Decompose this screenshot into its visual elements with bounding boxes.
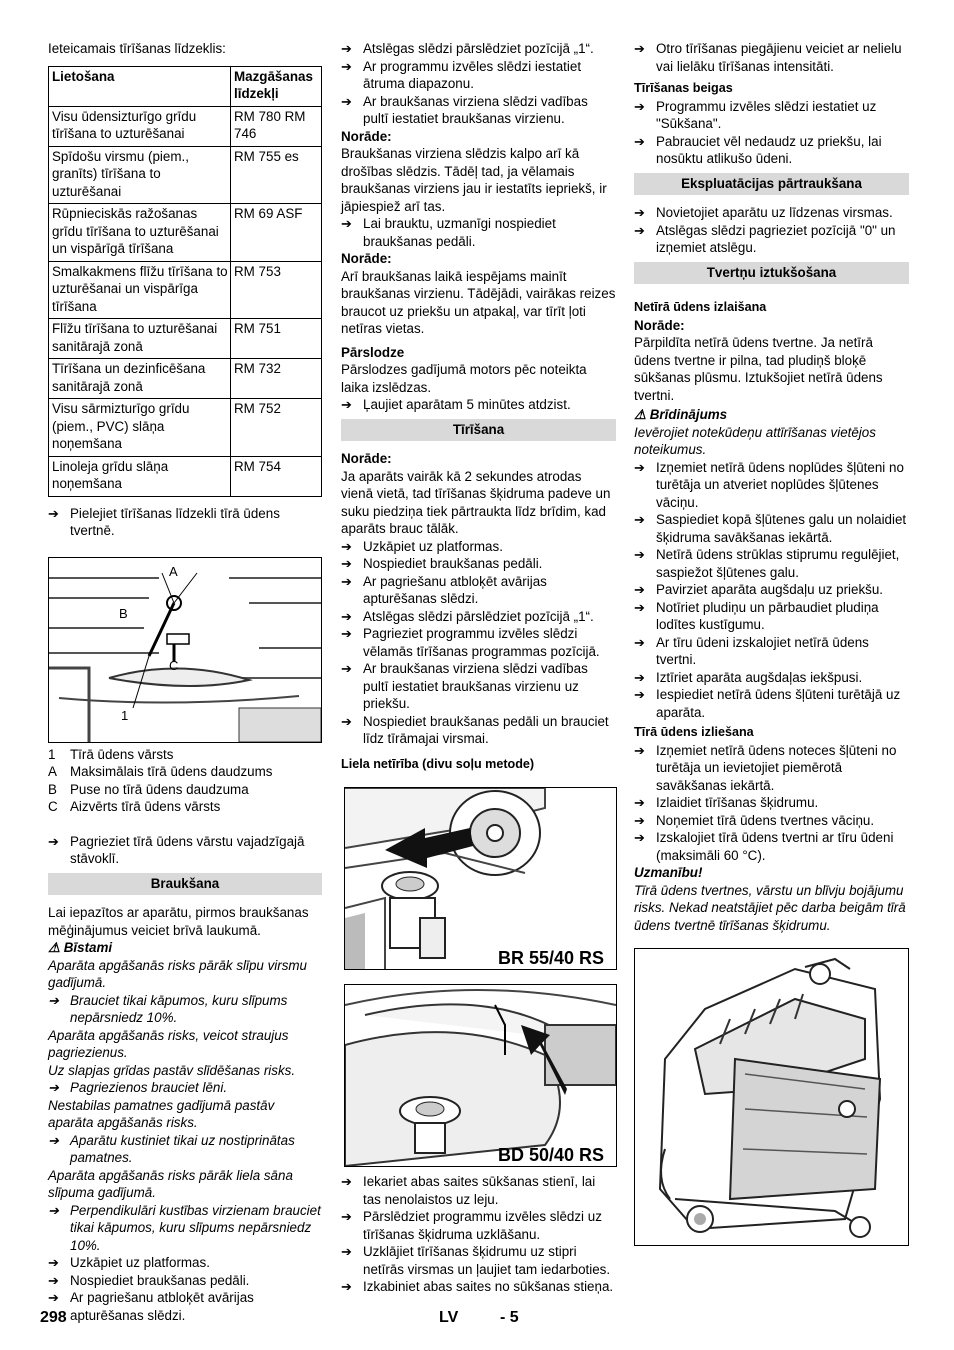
note-label-3: Norāde: [341,451,392,466]
table-cell-detergent: RM 732 [231,359,322,399]
overload-text: Pārslodzes gadījumā motors pēc noteikta laika izslēdzas. [341,362,587,395]
legend-item [48,781,322,799]
detergent-intro: Ieteicamais tīrīšanas līdzeklis: [48,41,226,56]
table-row [49,399,322,457]
figure-label-br: BR 55/40 RS [498,948,605,968]
step-fill-detergent: ➔ Pielejiet tīrīšanas līdzekli tīrā ūdens tvertnē. [48,505,322,540]
figure-bd-50-40-rs [344,984,617,1167]
list-item: ➔ Ar programmu izvēles slēdzi iestatiet ātruma diapazonu. [341,58,616,93]
table-row [49,204,322,262]
figure-label-bd: BD 50/40 RS [498,1145,605,1165]
page-number: 298 [40,1309,67,1326]
step-turn-valve: ➔ Pagrieziet tīrā ūdens vārstu vajadzīgajā stāvoklī. [48,833,322,868]
danger-step: ➔ Perpendikulāri kustības virzienam brauciet tikai kāpumos, kuru slīpums nepārsniedz 10%. [48,1202,322,1255]
section-heading-cleaning: Tīrīšana [341,419,616,442]
list-item: ➔ Pabrauciet vēl nedaudz uz priekšu, lai nosūktu atlikušo ūdeni. [634,133,909,168]
note-text-3: Ja aparāts vairāk kā 2 sekundes atrodas vienā vietā, tad tīrīšanas šķidruma padeve un suku piedziņa tiek pārtraukta līdz brīdim, kad aparāts brauc tālāk. [341,468,611,536]
table-row [49,106,322,146]
table-header-detergent: Mazgāšanas līdzekļi [231,66,322,106]
cleaning-steps [341,538,616,748]
list-item: ➔ Uzkāpiet uz platformas. [341,538,616,556]
list-item: ➔ Iekariet abas saites sūkšanas stienī, lai tas nenolaistos uz leju. [341,1173,616,1208]
machine-tilted-illustration [635,949,908,1245]
shutdown-steps [634,204,909,257]
clean-water-title: Tīrā ūdens izliešana [634,725,754,739]
list-item: ➔ Iztīriet aparāta augšdaļas iekšpusi. [634,669,909,687]
danger-text: Nestabilas pamatnes gadījumā pastāv aparāta apgāšanās risks. [48,1097,275,1130]
end-cleaning-title: Tīrīšanas beigas [634,81,733,95]
end-cleaning-steps [634,98,909,168]
legend-item [48,798,322,816]
legend-text: Tīrā ūdens vārsts [70,746,174,762]
list-item: ➔ Izlaidiet tīrīšanas šķidrumu. [634,794,909,812]
list-item: ➔ Nospiediet braukšanas pedāli. [48,1272,322,1290]
legend-key: 1 [48,746,56,762]
table-cell-detergent: RM 755 es [231,146,322,204]
danger-step: ➔ Brauciet tikai kāpumos, kuru slīpums nepārsniedz 10%. [48,992,322,1027]
danger-text: Aparāta apgāšanās risks, veicot straujus pagriezienus. [48,1027,289,1060]
list-item: ➔ Noņemiet tīrā ūdens tvertnes vāciņu. [634,812,909,830]
table-cell-detergent: RM 69 ASF [231,204,322,262]
list-item: ➔ Novietojiet aparātu uz līdzenas virsmas. [634,204,909,222]
section-heading-driving: Braukšana [48,873,322,896]
table-cell-detergent: RM 751 [231,319,322,359]
list-item: ➔ Atslēgas slēdzi pārslēdziet pozīcijā „1“. [341,40,616,58]
danger-text: Aparāta apgāšanās risks pārāk liela sāna slīpuma gadījumā. [48,1167,293,1200]
driving-steps-cont [341,40,616,128]
danger-block [48,957,322,1255]
list-item: ➔ Izņemiet netīrā ūdens noplūdes šļūteni no turētāja un atveriet noplūdes šļūtenes vāciņu. [634,459,909,512]
valve-figure [48,557,322,743]
table-row [49,261,322,319]
warning-label [634,406,909,424]
list-item: ➔ Pagrieziet programmu izvēles slēdzi vēlamās tīrīšanas programmas pozīcijā. [341,625,616,660]
danger-label [48,939,322,957]
section-heading-shutdown: Ekspluatācijas pārtraukšana [634,173,909,196]
list-item: ➔ Atslēgas slēdzi pagrieziet pozīcijā "0" un izņemiet atslēgu. [634,222,909,257]
list-item: ➔ Uzklājiet tīrīšanas šķidrumu uz stipri netīrās virsmas un ļaujiet tam iedarboties. [341,1243,616,1278]
legend-text: Puse no tīrā ūdens daudzuma [70,781,249,797]
list-item: ➔ Atslēgas slēdzi pārslēdziet pozīcijā „1“. [341,608,616,626]
legend-item [48,763,322,781]
overload-title: Pārslodze [341,344,405,360]
dirty-water-title: Netīrā ūdens izlaišana [634,300,767,314]
list-item: ➔ Pārslēdziet programmu izvēles slēdzi uz tīrīšanas šķidruma uzklāšanu. [341,1208,616,1243]
list-item: ➔ Uzkāpiet uz platformas. [48,1254,322,1272]
list-item: ➔ Iespiediet netīrā ūdens šļūteni turētājā uz aparāta. [634,686,909,721]
warning-title: Brīdinājums [649,407,728,422]
table-cell-usage: Visu sārmizturīgo grīdu (piem., PVC) slāņa noņemšana [49,399,231,457]
figure-legend [48,746,322,816]
note-label-2: Norāde: [341,251,392,266]
bd-50-40-illustration [345,985,616,1166]
column-1 [48,40,322,1324]
heavy-dirt-title: Liela netīrība (divu soļu metode) [341,756,535,771]
table-row [49,146,322,204]
label-c: C [169,657,179,673]
legend-text: Aizvērts tīrā ūdens vārsts [70,799,221,814]
figure-br-55-40-rs [344,787,617,970]
danger-step: ➔ Aparātu kustiniet tikai uz nostiprinātas pamatnes. [48,1132,322,1167]
column-3 [634,40,909,1246]
list-item: ➔ Nospiediet braukšanas pedāli un brauciet līdz tīrāmajai virsmai. [341,713,616,748]
table-cell-usage: Spīdošu virsmu (piem., granīts) tīrīšana to uzturēšanai [49,146,231,204]
table-cell-usage: Flīžu tīrīšana to uzturēšanai sanitārajā zonā [49,319,231,359]
list-item: ➔ Ar braukšanas virziena slēdzi vadības pultī iestatiet braukšanas virzienu. [341,93,616,128]
machine-figure [634,948,909,1246]
list-item: ➔ Ar pagriešanu atbloķēt avārijas apturēšanas slēdzi. [48,1289,322,1324]
valve-illustration [49,558,321,742]
label-b: B [119,605,128,621]
page-subnumber: - 5 [500,1309,519,1326]
list-item: ➔ Notīriet pludiņu un pārbaudiet pludiņa lodītes kustīgumu. [634,599,909,634]
label-1: 1 [121,707,129,723]
table-cell-detergent: RM 752 [231,399,322,457]
table-header-row [49,66,322,106]
list-item: ➔ Nospiediet braukšanas pedāli. [341,555,616,573]
step-press-pedal: ➔ Lai brauktu, uzmanīgi nospiediet braukšanas pedāli. [341,215,616,250]
step-cool-down: ➔ Ļaujiet aparātam 5 minūtes atdzist. [341,396,616,414]
legend-key: B [48,781,57,797]
list-item: ➔ Izkabiniet abas saites no sūkšanas stieņa. [341,1278,616,1296]
table-row [49,319,322,359]
note-text-1: Braukšanas virziena slēdzis kalpo arī kā drošības slēdzis. Tādēļ tad, ja vēlamais braukšanas virziens jau ir iestatīts iepriekš, ir jāpiespiež arī tas. [341,146,607,214]
list-item: ➔ Izskalojiet tīrā ūdens tvertni ar tīru ūdeni (maksimāli 60 °C). [634,829,909,864]
table-cell-usage: Linoleja grīdu slāņa noņemšana [49,456,231,496]
list-item: ➔ Ar tīru ūdeni izskalojiet netīrā ūdens tvertni. [634,634,909,669]
danger-text: Aparāta apgāšanās risks pārāk slīpu virsmu gadījumā. [48,957,308,990]
list-item: ➔ Saspiediet kopā šļūtenes galu un nolaidiet šķidruma savākšanas iekārtā. [634,511,909,546]
table-cell-usage: Rūpnieciskās ražošanas grīdu tīrīšana to uzturēšanai un vispārīgā tīrīšana [49,204,231,262]
section-heading-emptying: Tvertņu iztukšošana [634,262,909,285]
label-a: A [169,563,178,579]
caution-text: Tīrā ūdens tvertnes, vārstu un blīvju bojājumu risks. Nekad neatstājiet pēc darba beigām tīrā ūdens tvertnē tīrīšanas šķidrumu. [634,882,906,933]
note-text-2: Arī braukšanas laikā iespējams mainīt braukšanas virzienu. Tādējādi, vairākas reizes braucot uz priekšu un atpakaļ, var tīrīt ļoti netīras vietas. [341,268,616,336]
warning-text: Ievērojiet notekūdeņu attīrīšanas vietējos noteikumus. [634,424,876,457]
warning-icon: ⚠ [48,940,61,955]
list-item: ➔ Programmu izvēles slēdzi iestatiet uz "Sūkšana". [634,98,909,133]
danger-title: Bīstami [63,940,113,955]
table-cell-detergent: RM 780 RM 746 [231,106,322,146]
list-item: ➔ Netīrā ūdens strūklas stiprumu regulējiet, saspiežot šļūtenes galu. [634,546,909,581]
driving-intro: Lai iepazītos ar aparātu, pirmos braukšanas mēģinājumus veiciet brīvā laukumā. [48,905,309,938]
list-item: ➔ Izņemiet netīrā ūdens noteces šļūteni no turētāja un ievietojiet piemērotā savākšanas iekārtā. [634,742,909,795]
clean-water-steps [634,742,909,865]
note-text-4: Pārpildīta netīrā ūdens tvertne. Ja netīrā ūdens tvertne ir pilna, tad pludiņš bloķē sūkšanas plūsmu. Iztukšojiet netīrā ūdens tvertni. [634,335,883,403]
list-item: ➔ Ar pagriešanu atbloķēt avārijas apturēšanas slēdzi. [341,573,616,608]
table-row [49,359,322,399]
driving-steps [48,1254,322,1324]
detergent-table [48,66,322,497]
br-55-40-illustration [345,788,616,969]
dirty-water-steps [634,459,909,722]
table-cell-detergent: RM 753 [231,261,322,319]
danger-step: ➔ Pagriezienos brauciet lēni. [48,1079,322,1097]
danger-text: Uz slapjas grīdas pastāv slīdēšanas risks. [48,1062,296,1078]
legend-key: C [48,799,58,814]
legend-key: A [48,764,57,779]
list-item: ➔ Ar braukšanas virziena slēdzi vadības pultī iestatiet braukšanas virzienu uz priekšu. [341,660,616,713]
list-item: ➔ Pavirziet aparāta augšdaļu uz priekšu. [634,581,909,599]
language-code: LV [439,1309,459,1326]
legend-item [48,746,322,764]
table-header-usage: Lietošana [49,66,231,106]
table-row [49,456,322,496]
caution-label: Uzmanību! [634,865,703,880]
column-2 [341,40,616,1296]
two-step-cleaning-steps [341,1173,616,1296]
legend-text: Maksimālais tīrā ūdens daudzums [70,764,273,779]
note-label-1: Norāde: [341,128,392,144]
step-second-pass: ➔ Otro tīrīšanas piegājienu veiciet ar nelielu vai lielāku tīrīšanas intensitāti. [634,40,909,75]
table-cell-usage: Smalkakmens flīžu tīrīšana to uzturēšanai un vispārīga tīrīšana [49,261,231,319]
warning-icon: ⚠ [634,407,647,422]
note-label-4: Norāde: [634,317,685,333]
table-cell-usage: Tīrīšana un dezinficēšana sanitārajā zonā [49,359,231,399]
table-cell-usage: Visu ūdensizturīgo grīdu tīrīšana to uzturēšanai [49,106,231,146]
table-cell-detergent: RM 754 [231,456,322,496]
